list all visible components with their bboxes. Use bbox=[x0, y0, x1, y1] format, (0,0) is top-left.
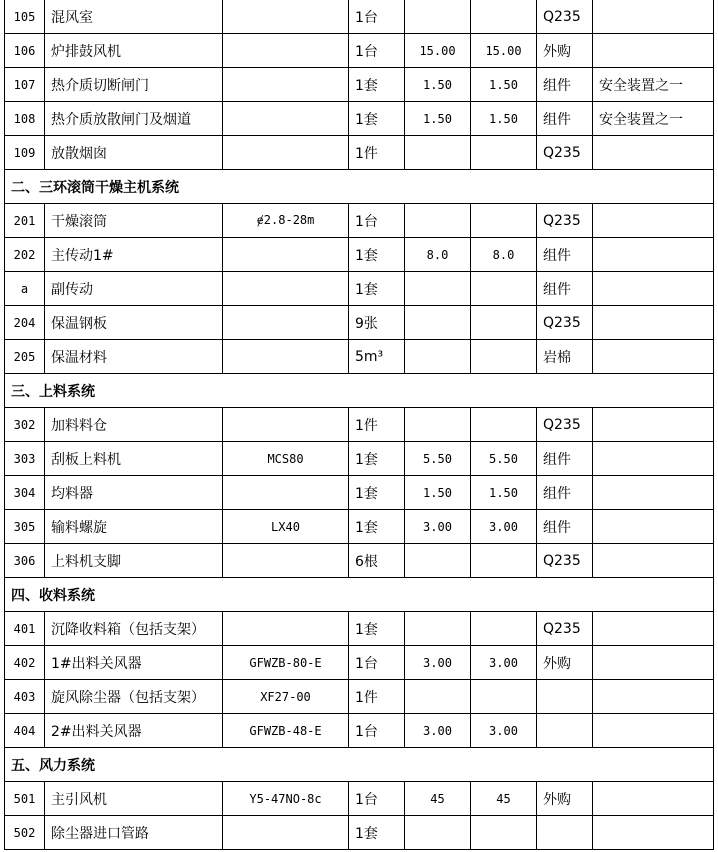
item-material: 组件 bbox=[537, 238, 593, 272]
section-title: 四、收料系统 bbox=[5, 578, 714, 612]
item-number: 106 bbox=[5, 34, 45, 68]
item-remark bbox=[593, 646, 714, 680]
item-number: 303 bbox=[5, 442, 45, 476]
item-total-value: 5.50 bbox=[471, 442, 537, 476]
item-spec: GFWZB-48-E bbox=[223, 714, 349, 748]
item-total-value bbox=[471, 544, 537, 578]
item-material: 外购 bbox=[537, 34, 593, 68]
table-row bbox=[5, 782, 714, 816]
item-name: 旋风除尘器（包括支架） bbox=[45, 680, 223, 714]
item-unit-value bbox=[405, 272, 471, 306]
item-material: Q235 bbox=[537, 408, 593, 442]
item-remark bbox=[593, 272, 714, 306]
item-number: a bbox=[5, 272, 45, 306]
item-quantity: 1台 bbox=[349, 0, 405, 34]
item-quantity: 1套 bbox=[349, 612, 405, 646]
item-unit-value: 3.00 bbox=[405, 714, 471, 748]
item-unit-value: 3.00 bbox=[405, 646, 471, 680]
item-unit-value bbox=[405, 612, 471, 646]
section-title: 二、三环滚筒干燥主机系统 bbox=[5, 170, 714, 204]
item-material bbox=[537, 714, 593, 748]
item-unit-value: 3.00 bbox=[405, 510, 471, 544]
table-row bbox=[5, 306, 714, 340]
item-name: 热介质切断闸门 bbox=[45, 68, 223, 102]
item-material: Q235 bbox=[537, 612, 593, 646]
item-total-value bbox=[471, 340, 537, 374]
section-title: 五、风力系统 bbox=[5, 748, 714, 782]
item-material: 组件 bbox=[537, 476, 593, 510]
item-quantity: 9张 bbox=[349, 306, 405, 340]
table-row bbox=[5, 816, 714, 850]
item-total-value bbox=[471, 204, 537, 238]
item-spec bbox=[223, 102, 349, 136]
item-total-value: 1.50 bbox=[471, 68, 537, 102]
item-unit-value bbox=[405, 340, 471, 374]
item-quantity: 1套 bbox=[349, 476, 405, 510]
item-quantity: 1套 bbox=[349, 238, 405, 272]
item-remark bbox=[593, 340, 714, 374]
item-number: 401 bbox=[5, 612, 45, 646]
item-remark bbox=[593, 306, 714, 340]
item-total-value bbox=[471, 306, 537, 340]
item-material: Q235 bbox=[537, 544, 593, 578]
item-remark bbox=[593, 510, 714, 544]
table-row bbox=[5, 136, 714, 170]
item-total-value: 15.00 bbox=[471, 34, 537, 68]
table-row bbox=[5, 340, 714, 374]
item-spec bbox=[223, 476, 349, 510]
item-remark bbox=[593, 442, 714, 476]
item-quantity: 1套 bbox=[349, 442, 405, 476]
item-unit-value: 5.50 bbox=[405, 442, 471, 476]
item-name: 刮板上料机 bbox=[45, 442, 223, 476]
section-title: 三、上料系统 bbox=[5, 374, 714, 408]
section-header-row bbox=[5, 748, 714, 782]
item-spec: GFWZB-80-E bbox=[223, 646, 349, 680]
item-spec bbox=[223, 544, 349, 578]
item-number: 404 bbox=[5, 714, 45, 748]
table-row bbox=[5, 272, 714, 306]
table-row bbox=[5, 442, 714, 476]
item-total-value: 3.00 bbox=[471, 510, 537, 544]
section-header-row bbox=[5, 578, 714, 612]
item-material: 外购 bbox=[537, 782, 593, 816]
item-name: 混风室 bbox=[45, 0, 223, 34]
item-remark bbox=[593, 680, 714, 714]
item-spec bbox=[223, 136, 349, 170]
item-number: 305 bbox=[5, 510, 45, 544]
item-total-value: 1.50 bbox=[471, 476, 537, 510]
item-unit-value bbox=[405, 544, 471, 578]
item-material: 组件 bbox=[537, 68, 593, 102]
item-name: 放散烟囱 bbox=[45, 136, 223, 170]
table-row bbox=[5, 238, 714, 272]
item-remark bbox=[593, 136, 714, 170]
item-unit-value: 1.50 bbox=[405, 102, 471, 136]
item-remark bbox=[593, 476, 714, 510]
item-name: 保温钢板 bbox=[45, 306, 223, 340]
item-quantity: 1件 bbox=[349, 680, 405, 714]
item-name: 输料螺旋 bbox=[45, 510, 223, 544]
item-number: 402 bbox=[5, 646, 45, 680]
item-name: 上料机支脚 bbox=[45, 544, 223, 578]
item-remark bbox=[593, 34, 714, 68]
item-name: 2#出料关风器 bbox=[45, 714, 223, 748]
item-number: 502 bbox=[5, 816, 45, 850]
table-row bbox=[5, 510, 714, 544]
item-unit-value: 1.50 bbox=[405, 476, 471, 510]
item-remark bbox=[593, 816, 714, 850]
item-unit-value bbox=[405, 680, 471, 714]
item-spec bbox=[223, 306, 349, 340]
table-row bbox=[5, 68, 714, 102]
item-spec bbox=[223, 816, 349, 850]
item-name: 除尘器进口管路 bbox=[45, 816, 223, 850]
table-row bbox=[5, 408, 714, 442]
item-number: 109 bbox=[5, 136, 45, 170]
item-number: 105 bbox=[5, 0, 45, 34]
item-remark bbox=[593, 204, 714, 238]
item-name: 1#出料关风器 bbox=[45, 646, 223, 680]
item-number: 501 bbox=[5, 782, 45, 816]
item-total-value bbox=[471, 408, 537, 442]
item-quantity: 1台 bbox=[349, 714, 405, 748]
item-spec bbox=[223, 34, 349, 68]
item-total-value bbox=[471, 136, 537, 170]
item-spec: XF27-00 bbox=[223, 680, 349, 714]
item-material: 组件 bbox=[537, 272, 593, 306]
table-row bbox=[5, 680, 714, 714]
item-unit-value bbox=[405, 0, 471, 34]
item-spec bbox=[223, 68, 349, 102]
item-total-value: 3.00 bbox=[471, 714, 537, 748]
item-total-value bbox=[471, 680, 537, 714]
item-total-value bbox=[471, 272, 537, 306]
table-row bbox=[5, 544, 714, 578]
item-remark bbox=[593, 612, 714, 646]
item-spec bbox=[223, 408, 349, 442]
item-number: 202 bbox=[5, 238, 45, 272]
item-total-value: 8.0 bbox=[471, 238, 537, 272]
item-quantity: 1台 bbox=[349, 204, 405, 238]
equipment-table-body bbox=[5, 0, 714, 850]
item-spec bbox=[223, 612, 349, 646]
item-unit-value bbox=[405, 136, 471, 170]
item-total-value: 1.50 bbox=[471, 102, 537, 136]
item-quantity: 1套 bbox=[349, 510, 405, 544]
item-material: 组件 bbox=[537, 442, 593, 476]
item-total-value: 3.00 bbox=[471, 646, 537, 680]
item-unit-value bbox=[405, 306, 471, 340]
table-row bbox=[5, 102, 714, 136]
item-remark bbox=[593, 714, 714, 748]
item-number: 204 bbox=[5, 306, 45, 340]
item-material bbox=[537, 816, 593, 850]
item-quantity: 1套 bbox=[349, 816, 405, 850]
item-number: 306 bbox=[5, 544, 45, 578]
table-row bbox=[5, 204, 714, 238]
table-row bbox=[5, 0, 714, 34]
item-number: 403 bbox=[5, 680, 45, 714]
item-remark bbox=[593, 544, 714, 578]
item-remark: 安全装置之一 bbox=[593, 68, 714, 102]
item-quantity: 1台 bbox=[349, 782, 405, 816]
item-name: 炉排鼓风机 bbox=[45, 34, 223, 68]
table-row bbox=[5, 612, 714, 646]
item-spec bbox=[223, 272, 349, 306]
item-number: 107 bbox=[5, 68, 45, 102]
item-name: 热介质放散闸门及烟道 bbox=[45, 102, 223, 136]
item-unit-value: 45 bbox=[405, 782, 471, 816]
item-number: 201 bbox=[5, 204, 45, 238]
item-remark bbox=[593, 408, 714, 442]
item-unit-value bbox=[405, 408, 471, 442]
item-quantity: 1件 bbox=[349, 408, 405, 442]
item-number: 304 bbox=[5, 476, 45, 510]
item-quantity: 1套 bbox=[349, 272, 405, 306]
item-quantity: 1台 bbox=[349, 646, 405, 680]
table-row bbox=[5, 476, 714, 510]
item-remark bbox=[593, 238, 714, 272]
equipment-table bbox=[4, 0, 714, 850]
item-spec bbox=[223, 0, 349, 34]
item-number: 302 bbox=[5, 408, 45, 442]
item-material: Q235 bbox=[537, 0, 593, 34]
item-quantity: 1台 bbox=[349, 34, 405, 68]
section-header-row bbox=[5, 170, 714, 204]
item-spec bbox=[223, 238, 349, 272]
item-name: 副传动 bbox=[45, 272, 223, 306]
table-row bbox=[5, 714, 714, 748]
item-quantity: 1件 bbox=[349, 136, 405, 170]
item-name: 主传动1# bbox=[45, 238, 223, 272]
item-material: Q235 bbox=[537, 204, 593, 238]
item-quantity: 1套 bbox=[349, 68, 405, 102]
item-number: 108 bbox=[5, 102, 45, 136]
item-name: 加料料仓 bbox=[45, 408, 223, 442]
item-material: Q235 bbox=[537, 136, 593, 170]
table-row bbox=[5, 646, 714, 680]
item-name: 主引风机 bbox=[45, 782, 223, 816]
item-name: 干燥滚筒 bbox=[45, 204, 223, 238]
item-name: 均料器 bbox=[45, 476, 223, 510]
item-total-value bbox=[471, 612, 537, 646]
item-spec: MCS80 bbox=[223, 442, 349, 476]
item-material bbox=[537, 680, 593, 714]
item-spec bbox=[223, 340, 349, 374]
item-total-value bbox=[471, 816, 537, 850]
item-quantity: 6根 bbox=[349, 544, 405, 578]
item-remark bbox=[593, 0, 714, 34]
item-spec: Y5-47NO-8c bbox=[223, 782, 349, 816]
item-total-value bbox=[471, 0, 537, 34]
item-spec: LX40 bbox=[223, 510, 349, 544]
item-material: 岩棉 bbox=[537, 340, 593, 374]
item-remark bbox=[593, 782, 714, 816]
item-spec: ɇ2.8-28m bbox=[223, 204, 349, 238]
item-unit-value: 1.50 bbox=[405, 68, 471, 102]
item-material: 外购 bbox=[537, 646, 593, 680]
item-quantity: 5m³ bbox=[349, 340, 405, 374]
item-unit-value: 15.00 bbox=[405, 34, 471, 68]
item-unit-value bbox=[405, 204, 471, 238]
item-material: 组件 bbox=[537, 510, 593, 544]
table-row bbox=[5, 34, 714, 68]
item-unit-value bbox=[405, 816, 471, 850]
item-material: Q235 bbox=[537, 306, 593, 340]
section-header-row bbox=[5, 374, 714, 408]
item-name: 保温材料 bbox=[45, 340, 223, 374]
item-total-value: 45 bbox=[471, 782, 537, 816]
item-remark: 安全装置之一 bbox=[593, 102, 714, 136]
item-name: 沉降收料箱（包括支架） bbox=[45, 612, 223, 646]
item-unit-value: 8.0 bbox=[405, 238, 471, 272]
item-quantity: 1套 bbox=[349, 102, 405, 136]
item-number: 205 bbox=[5, 340, 45, 374]
item-material: 组件 bbox=[537, 102, 593, 136]
